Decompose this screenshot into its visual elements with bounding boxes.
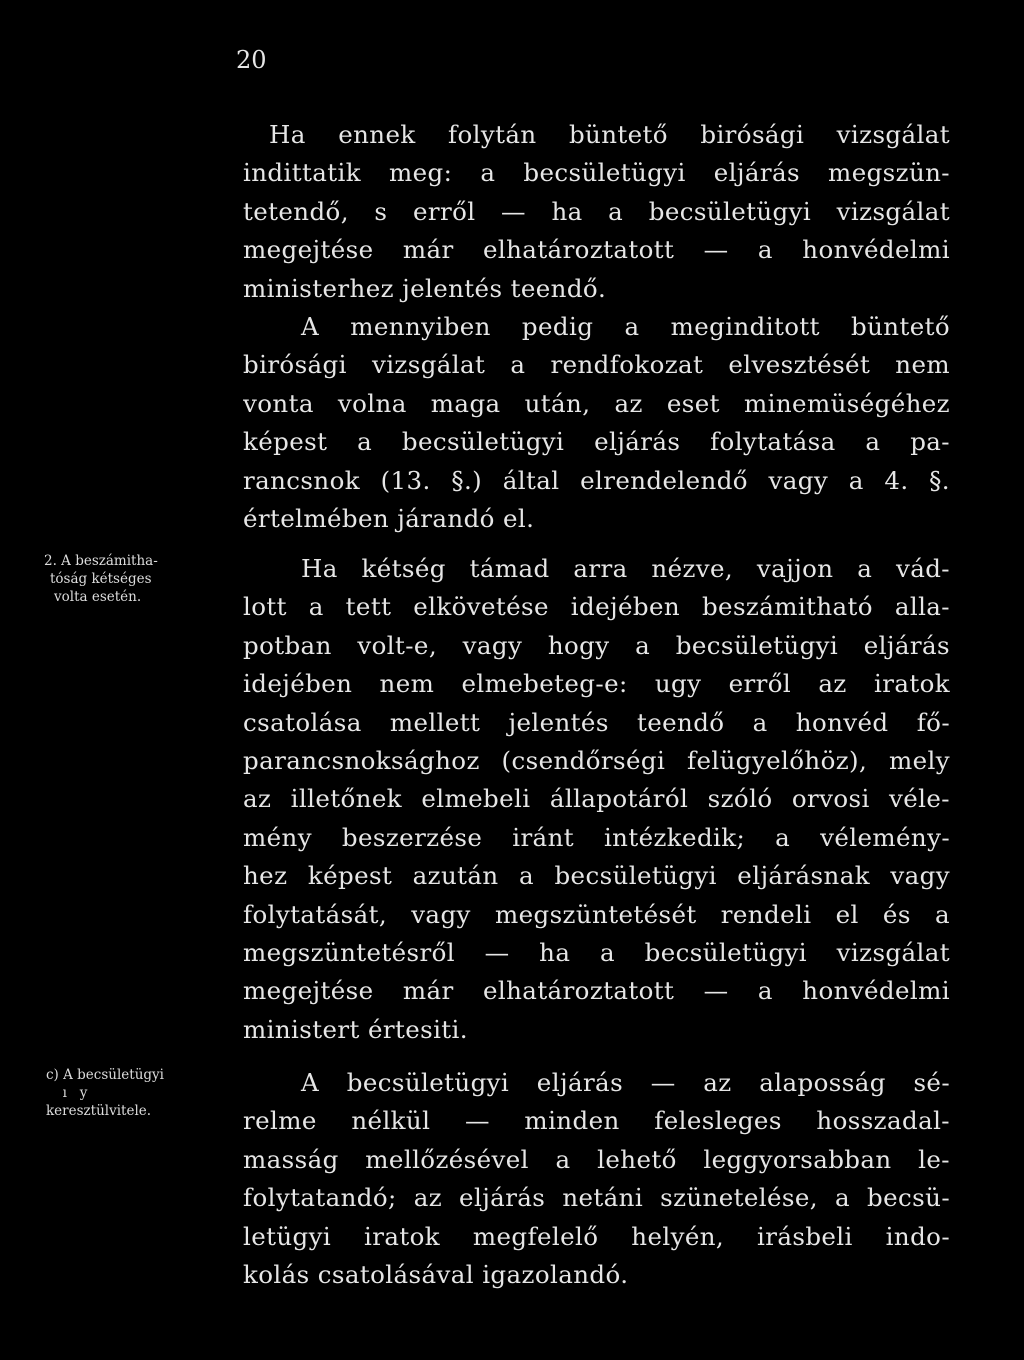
text-line: az illetőnek elmebeli állapotáról szóló orvosi véle- [243,784,950,814]
text-line: Ha kétség támad arra nézve, vajjon a vád- [301,554,950,583]
text-line: lott a tett elkövetése idejében beszámitható alla- [243,592,950,622]
text-line: masság mellőzésével a lehető leggyorsabban le- [243,1144,950,1174]
text-line: hez képest azután a becsületügyi eljárásnak vagy [243,861,950,891]
margin-note-line: ı y [54,1085,88,1101]
text-line: rancsnok (13. §.) által elrendelendő vagy a 4. §. [243,465,950,495]
text-line: indittatik meg: a becsületügyi eljárás megszün- [243,158,950,188]
paragraph-block-2 [243,550,950,1049]
text-line: birósági vizsgálat a rendfokozat elvesztését nem [243,350,950,380]
text-line: A mennyiben pedig a meginditott büntető [301,311,950,341]
text-line: megszüntetésről — ha a becsületügyi vizsgálat [243,937,950,967]
text-line: ministerhez jelentés teendő. [243,273,607,303]
margin-note-line: 2. A beszámitha- [44,553,158,569]
margin-note-line: volta esetén. [54,589,142,605]
text-line: kolás csatolásával igazolandó. [243,1259,629,1289]
page-number: 20 [236,46,267,74]
text-line: képest a becsületügyi eljárás folytatása a pa- [243,427,950,457]
paragraph-block-1 [243,116,950,538]
text-line: vonta volna maga után, az eset minemüségéhez [243,388,950,418]
text-line: megejtése már elhatároztatott — a honvédelmi [243,976,950,1006]
text-line: mény beszerzése iránt intézkedik; a vélemény- [243,822,950,852]
margin-note-1 [44,552,234,606]
text-line: letügyi iratok megfelelő helyén, irásbeli indo- [243,1221,950,1251]
text-line: folytatását, vagy megszüntetését rendeli el és a [243,899,950,929]
text-line: értelmében járandó el. [243,503,535,533]
margin-note-line: tóság kétséges [50,571,152,587]
paragraph-block-3 [243,1064,950,1294]
text-line: ministert értesiti. [243,1014,468,1044]
text-line: potban volt-e, vagy hogy a becsületügyi eljárás [243,630,950,660]
text-line: parancsnoksághoz (csendőrségi felügyelőhöz), mely [243,745,950,775]
text-line: Ha ennek folytán büntető birósági vizsgálat [269,120,950,149]
text-line: tetendő, s erről — ha a becsületügyi vizsgálat [243,196,950,226]
margin-note-line: keresztülvitele. [46,1103,152,1119]
text-line: A becsületügyi eljárás — az alaposság sé- [301,1068,950,1097]
text-line: idejében nem elmebeteg-e: ugy erről az iratok [243,669,950,699]
margin-note-line: c) A becsületügyi [46,1067,164,1083]
margin-note-2 [46,1066,236,1120]
text-line: csatolása mellett jelentés teendő a honvéd fő- [243,707,950,737]
text-line: relme nélkül — minden felesleges hosszadal- [243,1106,950,1136]
text-line: megejtése már elhatároztatott — a honvédelmi [243,235,950,265]
text-line: folytatandó; az eljárás netáni szünetelése, a becsü- [243,1183,950,1213]
